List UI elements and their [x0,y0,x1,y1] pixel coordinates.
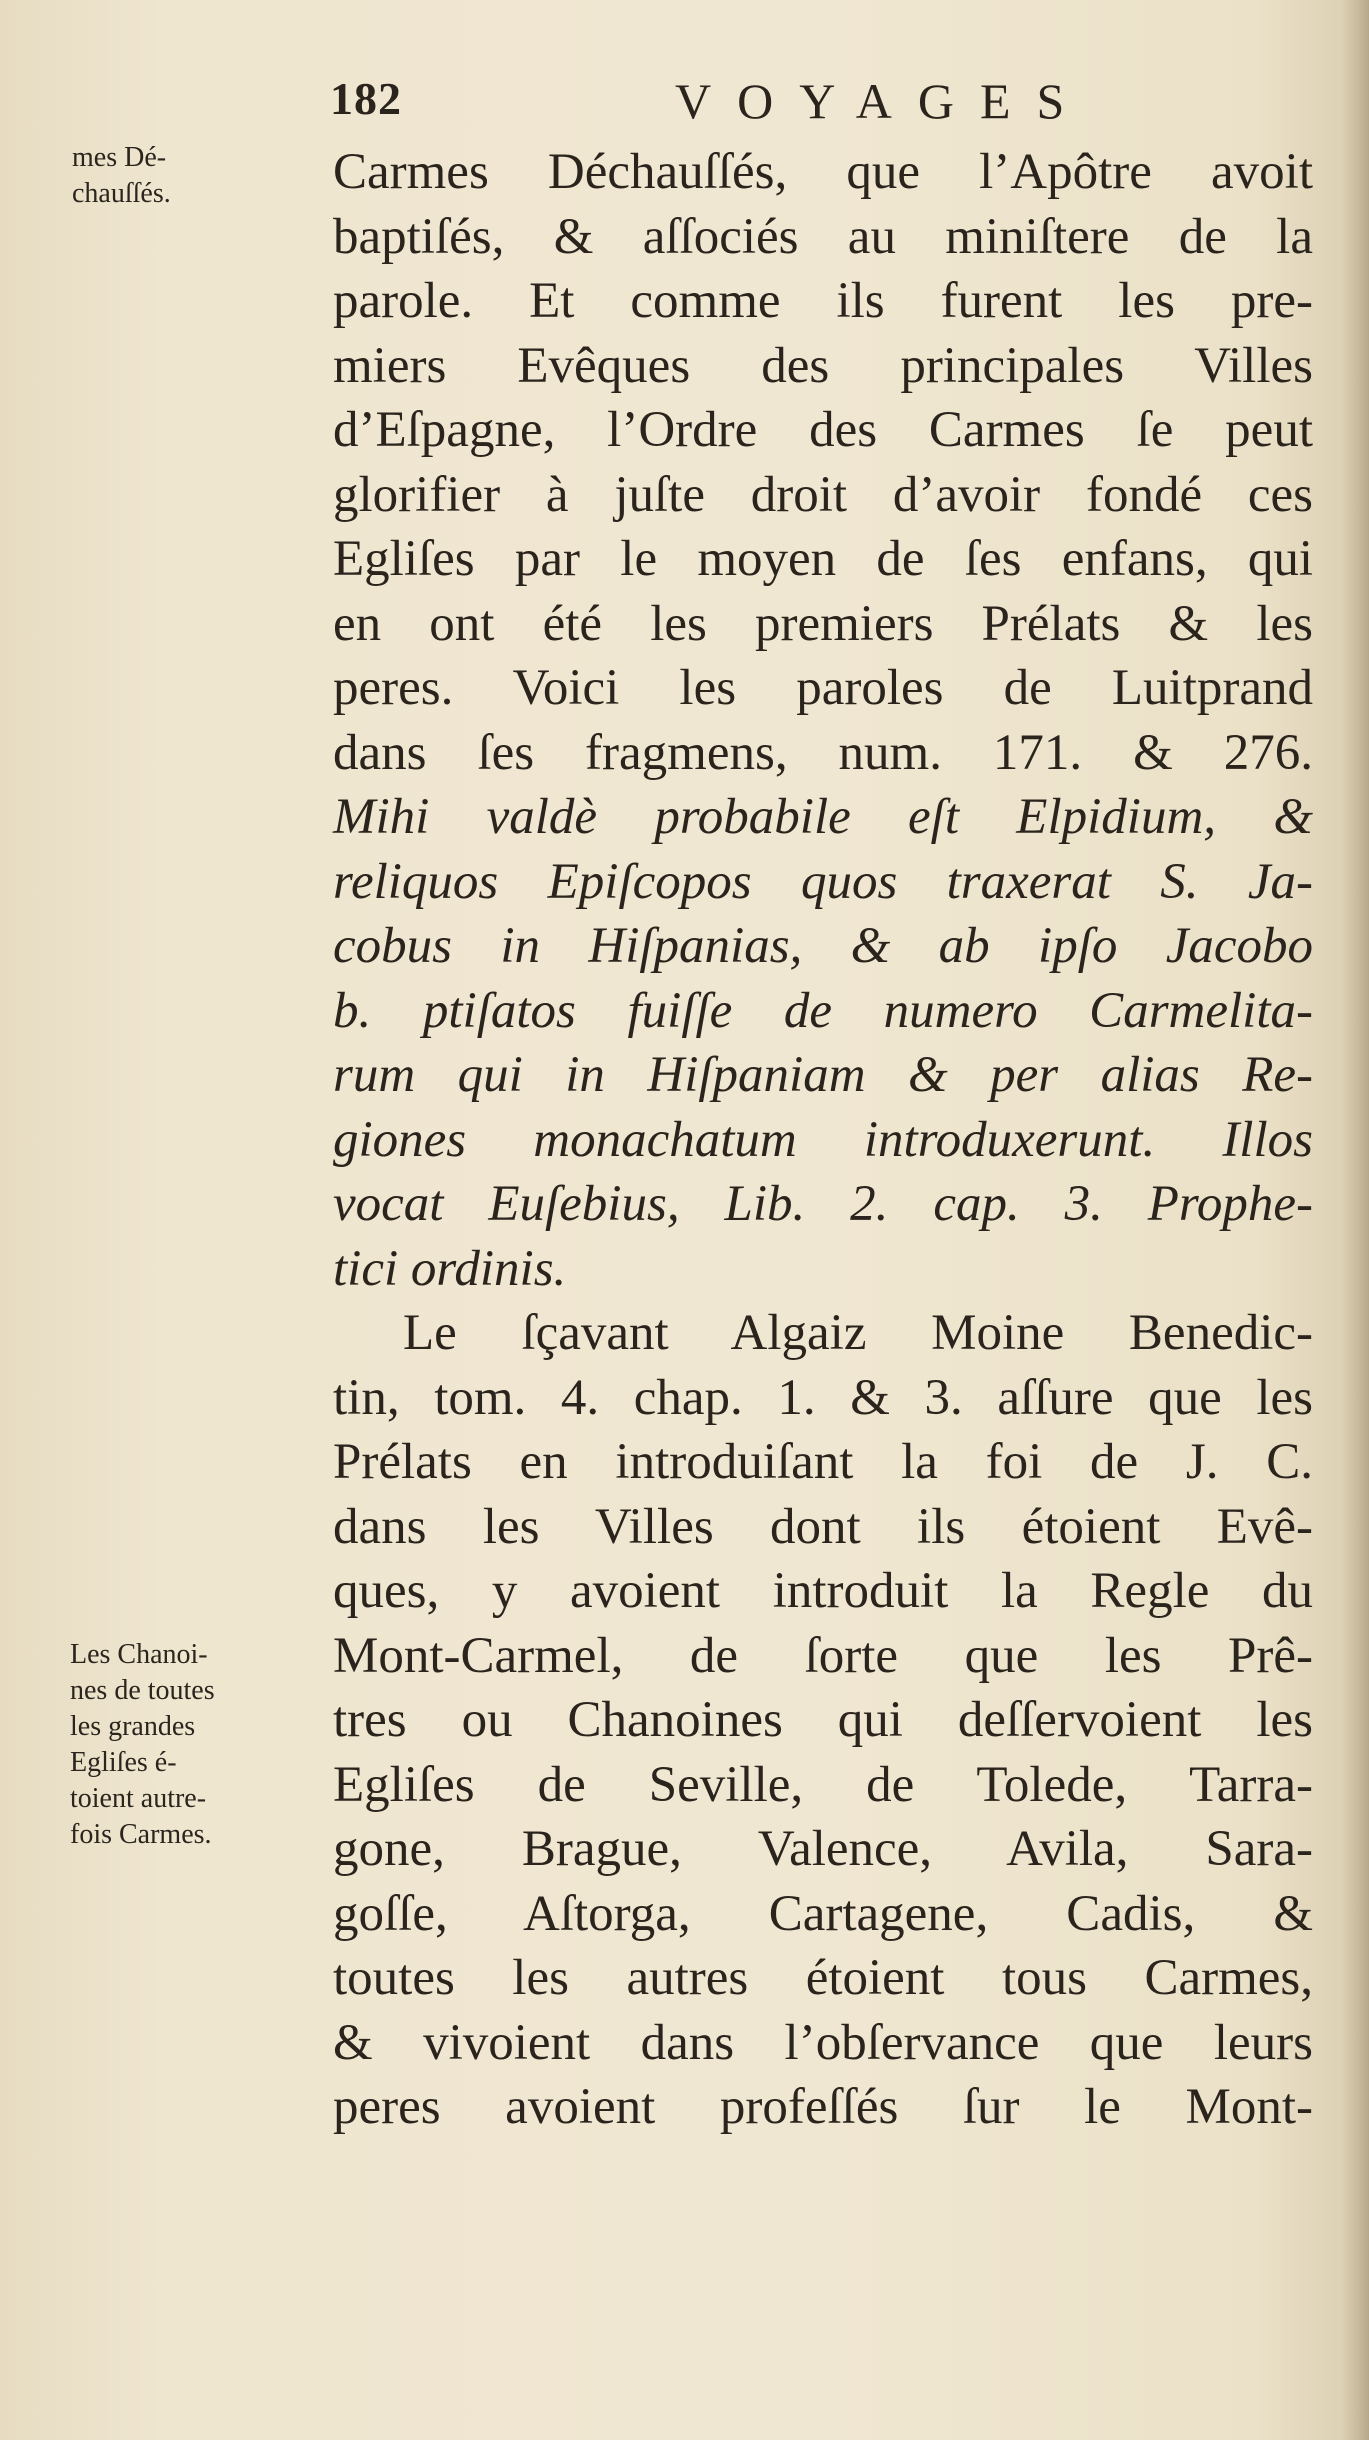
margin-note-line: les grandes [70,1711,196,1742]
margin-note-chanoines [70,1637,320,1853]
page-edge-shadow [1341,0,1369,2440]
text-line: Le ſçavant Algaiz Moine Benedic- [403,1305,1313,1361]
text-line: dans ſes fragmens, num. 171. & 276. [333,724,1313,781]
text-line: en ont été les premiers Prélats & les [333,595,1313,652]
text-line: Carmes Déchauſſés, que l’Apôtre avoit [333,144,1313,200]
text-line: Egliſes par le moyen de ſes enfans, qui [333,531,1313,587]
text-line: glorifier à juſte droit d’avoir fondé ces [333,466,1313,523]
text-line: ques, y avoient introduit la Regle du [333,1563,1313,1619]
page-number: 182 [330,73,402,124]
running-title: VOYAGES [675,73,1091,129]
latin-quote-line: tici ordinis. [333,1240,567,1297]
margin-note-dechausses [72,140,222,212]
text-line: Egliſes de Seville, de Tolede, Tarra- [333,1756,1313,1813]
text-line: toutes les autres étoient tous Carmes, [333,1950,1313,2006]
margin-note-line: Egliſes é- [70,1747,177,1778]
text-line: Prélats en introduiſant la foi de J. C. [333,1434,1313,1490]
margin-note-line: fois Carmes. [70,1819,212,1850]
text-line: peres avoient profeſſés ſur le Mont- [333,2079,1313,2135]
latin-quote-line: cobus in Hiſpanias, & ab ipſo Jacobo [333,918,1313,974]
latin-quote-line: rum qui in Hiſpaniam & per alias Re- [333,1047,1313,1103]
text-line: parole. Et comme ils furent les pre- [333,273,1313,329]
latin-quote-line: reliquos Epiſcopos quos traxerat S. Ja- [333,853,1313,910]
text-line: baptiſés, & aſſociés au miniſtere de la [333,208,1313,265]
text-line: Mont-Carmel, de ſorte que les Prê- [333,1627,1313,1684]
text-line: peres. Voici les paroles de Luitprand [333,660,1313,716]
text-line: gone, Brague, Valence, Avila, Sara- [333,1821,1313,1877]
page-header [330,72,1270,142]
latin-quote-line: vocat Euſebius, Lib. 2. cap. 3. Prophe- [333,1176,1313,1232]
margin-note-line: Les Chanoi- [70,1639,208,1670]
margin-note-line: toient autre- [70,1783,207,1814]
latin-quote-line: giones monachatum introduxerunt. Illos [333,1111,1313,1168]
text-line: tres ou Chanoines qui deſſervoient les [333,1692,1313,1748]
text-line: goſſe, Aſtorga, Cartagene, Cadis, & [333,1885,1313,1942]
text-line: dans les Villes dont ils étoient Evê- [333,1498,1313,1555]
text-line: & vivoient dans l’obſervance que leurs [333,2014,1313,2071]
text-line: miers Evêques des principales Villes [333,337,1313,394]
latin-quote-line: b. ptiſatos fuiſſe de numero Carmelita- [333,982,1313,1039]
latin-quote-line: Mihi valdè probabile eſt Elpidium, & [333,789,1313,845]
margin-note-line: chauſſés. [72,178,171,209]
margin-note-line: nes de toutes [70,1675,215,1706]
text-line: tin, tom. 4. chap. 1. & 3. aſſure que les [333,1369,1313,1426]
text-line: d’Eſpagne, l’Ordre des Carmes ſe peut [333,402,1313,458]
margin-note-line: mes Dé- [72,142,167,173]
body-text [333,140,1313,2140]
